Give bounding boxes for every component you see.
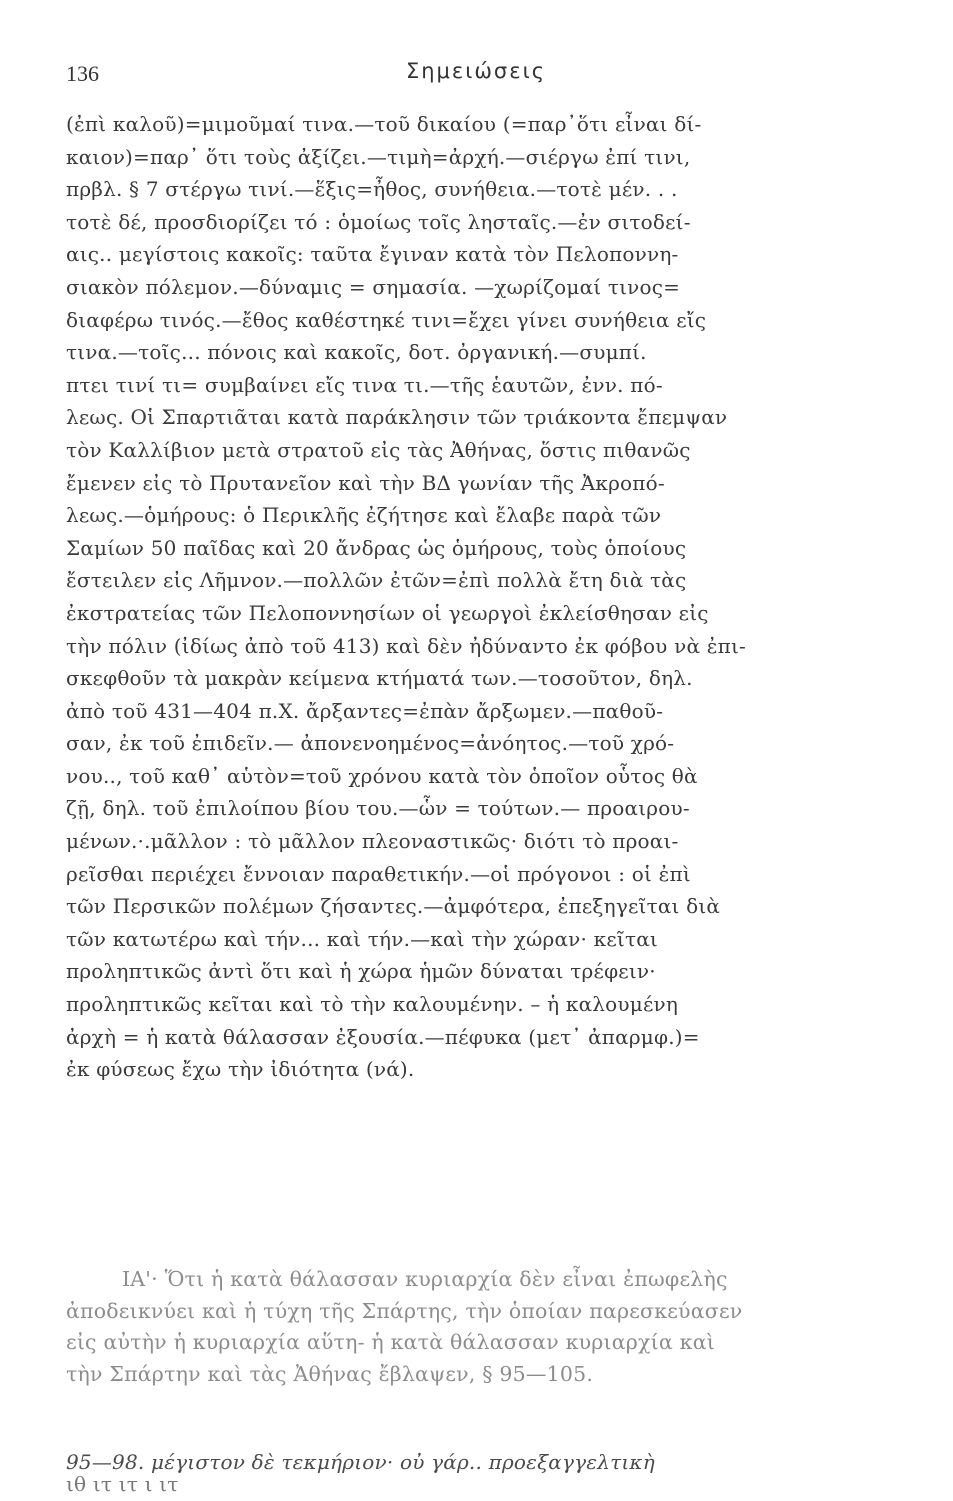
text-line: ρεῖσθαι περιέχει ἔννοιαν παραθετικήν.—οἱ πρόγονοι : οἱ ἐπὶ: [66, 861, 691, 886]
text-line: καιον)=παρ᾽ ὅτι τοὺς ἀξίζει.—τιμὴ=ἀρχή.—σιέργω ἐπί τινι,: [66, 144, 691, 169]
text-line: ζῇ, δηλ. τοῦ ἐπιλοίπου βίου του.—ὧν = τούτων.— προαιρου-: [66, 796, 690, 821]
text-line: ἔμενεν εἰς τὸ Πρυτανεῖον καὶ τὴν ΒΔ γωνίαν τῆς Ἀκροπό-: [66, 470, 665, 495]
text-line: ἀποδεικνύει καὶ ἡ τύχη τῆς Σπάρτης, τὴν ὁποίαν παρεσκεύασεν: [66, 1298, 743, 1323]
running-title: Σημειώσεις: [405, 59, 547, 83]
text-line: μένων.·.μᾶλλον : τὸ μᾶλλον πλεοναστικῶς· διότι τὸ προαι-: [66, 829, 679, 854]
text-line: (ἐπὶ καλοῦ)=μιμοῦμαί τινα.—τοῦ δικαίου (=παρ᾽ὅτι εἶναι δί-: [66, 112, 702, 136]
text-line: τὴν πόλιν (ἰδίως ἀπὸ τοῦ 413) καὶ δὲν ἠδύναντο ἐκ φόβου νὰ ἐπι-: [66, 633, 746, 658]
text-line: ἀπὸ τοῦ 431—404 π.Χ. ἄρξαντες=ἐπὰν ἄρξωμεν.—παθοῦ-: [66, 698, 664, 723]
section-summary: [66, 1264, 888, 1390]
text-line: λεως.—ὁμήρους: ὁ Περικλῆς ἐζήτησε καὶ ἔλαβε παρὰ τῶν: [66, 503, 662, 528]
page-number: 136: [66, 61, 99, 86]
text-line: ἔστειλεν εἰς Λῆμνον.—πολλῶν ἐτῶν=ἐπὶ πολλὰ ἔτη διὰ τὰς: [66, 568, 687, 593]
text-line: σαν, ἐκ τοῦ ἐπιδεῖν.— ἀπονενοημένος=ἀνόητος.—τοῦ χρό-: [66, 731, 675, 756]
text-line: πρβλ. § 7 στέργω τινί.—ἕξις=ἦθος, συνήθεια.—τοτὲ μέν. . .: [66, 177, 678, 202]
text-line: σκεφθοῦν τὰ μακρὰν κείμενα κτήματά των.—τοσοῦτον, δηλ.: [66, 666, 693, 691]
text-line: προληπτικῶς κεῖται καὶ τὸ τὴν καλουμένην. – ἡ καλουμένη: [66, 992, 679, 1017]
text-line: ἀρχὴ = ἡ κατὰ θάλασσαν ἐξουσία.—πέφυκα (μετ᾽ ἀπαρμφ.)=: [66, 1024, 700, 1049]
text-line: ιθ ιτ ιτ ι ιτ: [66, 1472, 179, 1496]
text-line: Σαμίων 50 παῖδας καὶ 20 ἄνδρας ὡς ὁμήρους, τοὺς ὁποίους: [66, 535, 687, 560]
text-line: 95—98. μέγιστον δὲ τεκμήριον· οὐ γάρ.. προεξαγγελτικὴ: [66, 1450, 655, 1474]
notes-text: [66, 108, 888, 1086]
text-line: αις.. μεγίστοις κακοῖς: ταῦτα ἔγιναν κατὰ τὸν Πελοποννη-: [66, 242, 679, 267]
text-line: διαφέρω τινός.—ἔθος καθέστηκέ τινι=ἔχει γίνει συνήθεια εἴς: [66, 307, 707, 332]
text-line: ἐκ φύσεως ἔχω τὴν ἰδιότητα (νά).: [66, 1057, 415, 1082]
cut-off-line: [66, 1472, 888, 1500]
text-line: τῶν Περσικῶν πολέμων ζήσαντες.—ἀμφότερα, ἐπεξηγεῖται διὰ: [66, 894, 721, 919]
text-line: τῶν κατωτέρω καὶ τήν... καὶ τήν.—καὶ τὴν χώραν· κεῖται: [66, 926, 658, 951]
text-line: πτει τινί τι= συμβαίνει εἴς τινα τι.—τῆς ἑαυτῶν, ἐνν. πό-: [66, 372, 663, 397]
text-line: τὴν Σπάρτην καὶ τὰς Ἀθήνας ἔβλαψεν, § 95—105.: [66, 1361, 594, 1386]
text-line: τινα.—τοῖς... πόνοις καὶ κακοῖς, δοτ. ὀργανική.—συμπί.: [66, 340, 647, 365]
text-line: τοτὲ δέ, προσδιορίζει τό : ὁμοίως τοῖς λησταῖς.—ἐν σιτοδεί-: [66, 209, 691, 234]
text-line: σιακὸν πόλεμον.—δύναμις = σημασία. —χωρίζομαί τινος=: [66, 274, 681, 299]
text-line: προληπτικῶς ἀντὶ ὅτι καὶ ἡ χώρα ἡμῶν δύναται τρέφειν·: [66, 959, 656, 984]
text-line: τὸν Καλλίβιον μετὰ στρατοῦ εἰς τὰς Ἀθήνας, ὅστις πιθανῶς: [66, 437, 691, 462]
text-line: νου.., τοῦ καθ᾽ αὑτὸν=τοῦ χρόνου κατὰ τὸν ὁποῖον οὗτος θὰ: [66, 763, 698, 788]
text-line: εἰς αὐτὴν ἡ κυριαρχία αὕτη- ἡ κατὰ θάλασσαν κυριαρχία καὶ: [66, 1330, 715, 1354]
page-header: [66, 55, 886, 95]
text-line: ἐκστρατείας τῶν Πελοποννησίων οἱ γεωργοὶ ἐκλείσθησαν εἰς: [66, 600, 709, 625]
text-line: ΙΑ'· Ὅτι ἡ κατὰ θάλασσαν κυριαρχία δὲν εἶναι ἐπωφελὴς: [122, 1267, 728, 1291]
text-line: λεως. Οἱ Σπαρτιᾶται κατὰ παράκλησιν τῶν τριάκοντα ἔπεμψαν: [66, 405, 728, 430]
